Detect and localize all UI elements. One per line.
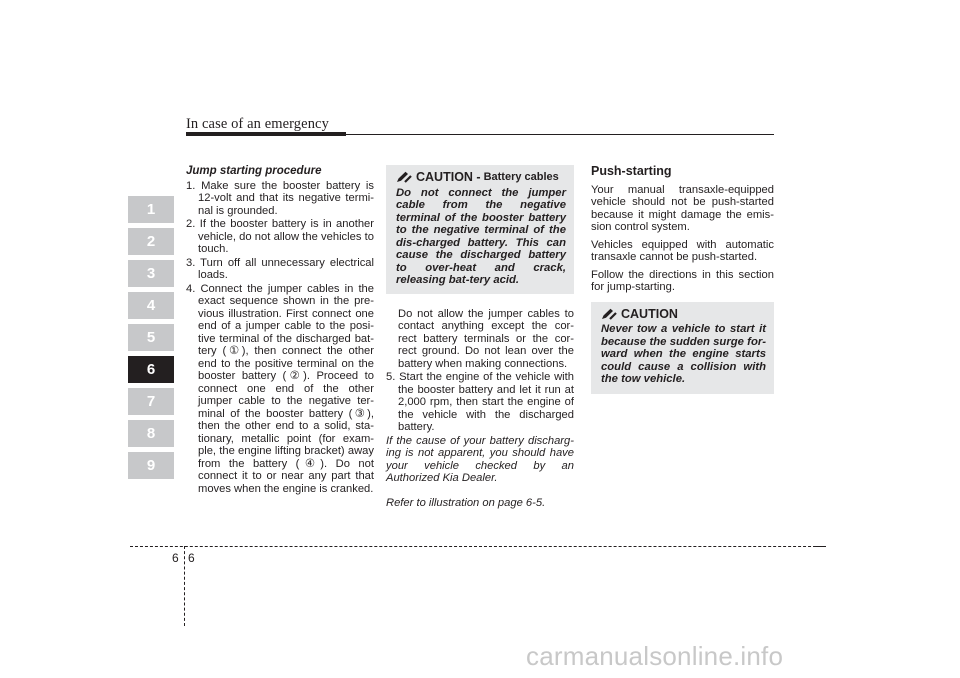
jump-step-5: 5. Start the engine of the vehicle with the booster battery and let it run at 2,000 rpm, then start the engine of the vehicle with the discharged battery.	[386, 371, 574, 433]
chapter-tab-3[interactable]: 3	[128, 260, 174, 287]
pen-icon	[601, 308, 617, 320]
caution-subtitle: Battery cables	[483, 171, 559, 183]
jump-steps-list	[186, 180, 374, 496]
jump-step-1: 1. Make sure the booster battery is 12-volt and that its negative termi-nal is grounded.	[186, 179, 374, 217]
step-4-continued: Do not allow the jumper cables to contact anything except the cor-rect battery terminals or the cor-rect ground. Do not lean over the battery when making connections.	[398, 307, 574, 370]
jump-step-4: 4. Connect the jumper cables in the exact sequence shown in the pre-vious illustration. First connect one end of a jumper cable to the posi-tive terminal of the discharged bat-tery (①), then connect the other end to the positive terminal on the booster battery (②). Proceed to connect one end of the other jumper cable to the negative ter-minal of the booster battery (③), then the other end to a solid, sta-tionary, metallic point (for exam-ple, the engine lifting bracket) away from the battery (④). Do not connect it to or near any part that moves when the engine is cranked.	[186, 282, 374, 495]
footer-vertical-rule	[184, 546, 185, 626]
caution-label: CAUTION -	[416, 170, 481, 184]
chapter-tab-4[interactable]: 4	[128, 292, 174, 319]
footer-rule	[130, 546, 826, 547]
jump-steps-list-cont	[386, 371, 574, 434]
push-starting-para-3: Follow the directions in this section for jump-starting.	[591, 268, 774, 293]
pen-icon	[396, 171, 412, 183]
caution-text: Never tow a vehicle to start it because the sudden surge for-ward when the engine starts could cause a collision with the tow vehicle.	[601, 323, 766, 385]
jump-starting-heading: Jump starting procedure	[186, 165, 322, 177]
chapter-tabs	[128, 196, 174, 484]
footer-rule-end	[816, 546, 826, 547]
chapter-tab-8[interactable]: 8	[128, 420, 174, 447]
chapter-tab-6[interactable]: 6	[128, 356, 174, 383]
jump-step-3: 3. Turn off all unnecessary electrical loads.	[186, 256, 374, 281]
caution-title	[601, 308, 766, 321]
watermark: carmanualsonline.info	[526, 641, 784, 671]
chapter-tab-5[interactable]: 5	[128, 324, 174, 351]
chapter-tab-1[interactable]: 1	[128, 196, 174, 223]
column-jump-starting	[186, 165, 374, 496]
header-rule-thin	[346, 134, 774, 135]
dealer-note: If the cause of your battery discharg-ing is not apparent, you should have your vehicle checked by an Authorized Kia Dealer.	[386, 434, 574, 484]
caution-text: Do not connect the jumper cable from the negative terminal of the booster battery to the negative terminal of the dis-charged battery. This can cause the discharged battery to over-heat and crack, releasing bat-tery acid.	[396, 186, 566, 286]
chapter-tab-2[interactable]: 2	[128, 228, 174, 255]
jump-step-2: 2. If the booster battery is in another vehicle, do not allow the vehicles to touch.	[186, 218, 374, 255]
column-battery-cables	[386, 165, 574, 509]
caution-battery-cables	[386, 165, 574, 294]
section-title: In case of an emergency	[186, 116, 329, 132]
caution-towing	[591, 302, 774, 394]
push-starting-para-2: Vehicles equipped with automatic transaxle cannot be push-started.	[591, 238, 774, 263]
chapter-number: 6	[172, 551, 179, 565]
illustration-reference: Refer to illustration on page 6-5.	[386, 496, 546, 509]
column-push-starting	[591, 165, 774, 394]
header-rule-thick	[186, 132, 346, 136]
chapter-tab-7[interactable]: 7	[128, 388, 174, 415]
push-starting-heading: Push-starting	[591, 164, 672, 178]
push-starting-para-1: Your manual transaxle-equipped vehicle should not be push-started because it might damage the emis-sion control system.	[591, 183, 774, 233]
chapter-tab-9[interactable]: 9	[128, 452, 174, 479]
caution-label: CAUTION	[621, 306, 678, 321]
page-number: 6	[188, 551, 195, 565]
caution-title	[396, 171, 566, 184]
